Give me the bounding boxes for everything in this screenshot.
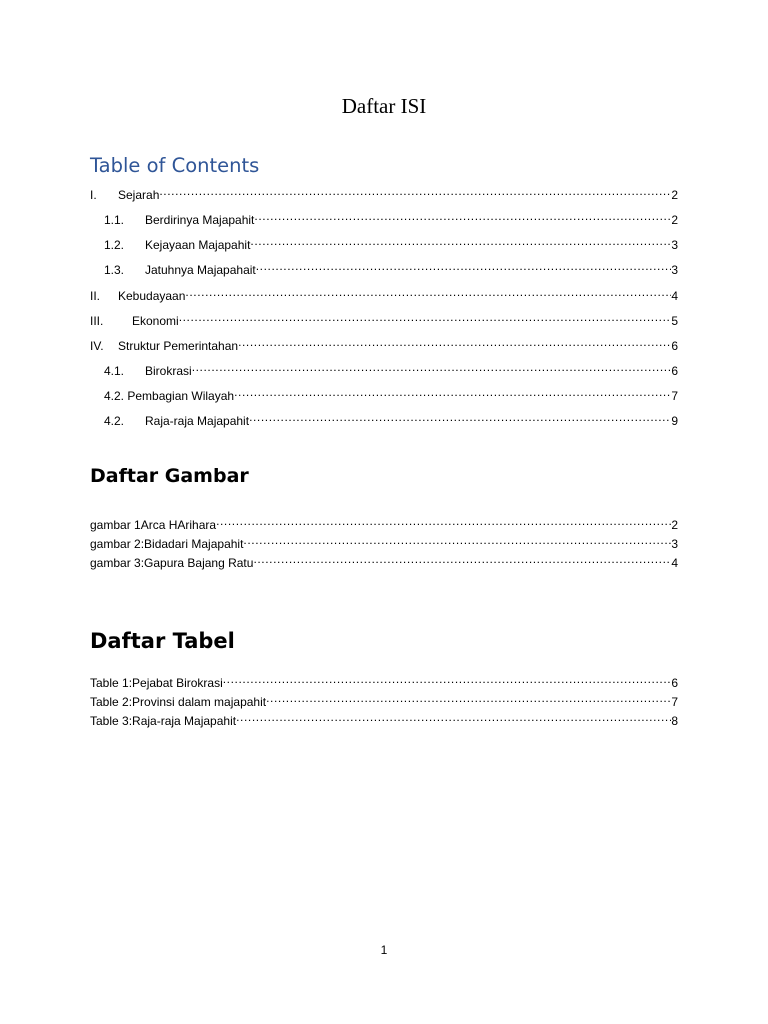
dot-leader [238,334,671,350]
dot-leader [216,513,671,529]
toc-entry-label: Jatuhnya Majapahait [145,263,256,277]
table-entry[interactable] [90,671,678,690]
toc-entry-page: 3 [671,263,678,277]
dot-leader [185,284,671,300]
table-entry[interactable] [90,690,678,709]
toc-entry-number: I. [90,188,97,202]
toc-entry-number: 1.2. [104,238,125,252]
dot-leader [243,532,671,548]
toc-entry-page: 7 [671,389,678,403]
toc-entry-number: 4.1. [104,364,125,378]
toc-entry-page: 2 [671,188,678,202]
toc-heading: Table of Contents [90,154,260,177]
figures-heading: Daftar Gambar [90,465,249,487]
toc-entry-label: Berdirinya Majapahit [145,213,255,227]
figure-entry[interactable] [90,551,678,570]
figure-entry-page: 3 [671,537,678,551]
table-entry-label: Table 2:Provinsi dalam majapahit [90,695,267,709]
dot-leader [236,709,671,725]
toc-entry-label: Struktur Pemerintahan [118,339,239,353]
toc-entry-label: Birokrasi [145,364,192,378]
toc-entry-number: II. [90,289,101,303]
toc-entry-jatuhnya[interactable] [104,258,678,277]
dot-leader [192,359,672,375]
page-number: 1 [380,943,388,957]
dot-leader [253,551,671,567]
toc-entry-page: 4 [671,289,678,303]
table-entry-label: Table 3:Raja-raja Majapahit [90,714,237,728]
dot-leader [179,309,672,325]
toc-entry-page: 2 [671,213,678,227]
toc-entry-label: Kebudayaan [118,289,186,303]
toc-entry-label: Sejarah [118,188,160,202]
dot-leader [266,690,671,706]
table-entry-page: 6 [671,676,678,690]
toc-entry-ekonomi[interactable] [90,309,678,328]
figure-entry-page: 2 [671,518,678,532]
table-entry-page: 8 [671,714,678,728]
toc-entry-label: Raja-raja Majapahit [145,414,250,428]
document-title: Daftar ISI [341,94,427,118]
toc-entry-kejayaan[interactable] [104,233,678,252]
toc-entry-number: III. [90,314,104,328]
dot-leader [254,208,671,224]
dot-leader [249,409,671,425]
figure-entry-label: gambar 1Arca HArihara [90,518,217,532]
toc-entry-raja-raja[interactable] [104,409,678,428]
toc-entry-label: Ekonomi [132,314,179,328]
dot-leader [250,233,671,249]
toc-entry-number: 1.3. [104,263,125,277]
figure-entry[interactable] [90,532,678,551]
toc-entry-struktur[interactable] [90,334,678,353]
toc-entry-kebudayaan[interactable] [90,284,678,303]
toc-entry-berdirinya[interactable] [104,208,678,227]
toc-entry-sejarah[interactable] [90,183,678,202]
toc-entry-page: 5 [671,314,678,328]
toc-entry-label: Kejayaan Majapahit [145,238,251,252]
table-entry[interactable] [90,709,678,728]
figure-entry-label: gambar 2:Bidadari Majapahit [90,537,244,551]
dot-leader [223,671,672,687]
toc-entry-birokrasi[interactable] [104,359,678,378]
figure-entry[interactable] [90,513,678,532]
toc-entry-page: 6 [671,364,678,378]
tables-heading: Daftar Tabel [90,629,235,653]
toc-entry-page: 9 [671,414,678,428]
toc-entry-pembagian-wilayah[interactable] [104,384,678,403]
table-entry-page: 7 [671,695,678,709]
toc-entry-number: 1.1. [104,213,125,227]
toc-entry-page: 6 [671,339,678,353]
dot-leader [234,384,671,400]
table-entry-label: Table 1:Pejabat Birokrasi [90,676,223,690]
figure-entry-label: gambar 3:Gapura Bajang Ratu [90,556,254,570]
figure-entry-page: 4 [671,556,678,570]
dot-leader [256,258,672,274]
toc-entry-number: IV. [90,339,104,353]
toc-entry-number: 4.2. [104,414,125,428]
toc-entry-label: 4.2. Pembagian Wilayah [104,389,235,403]
dot-leader [159,183,671,199]
toc-entry-page: 3 [671,238,678,252]
